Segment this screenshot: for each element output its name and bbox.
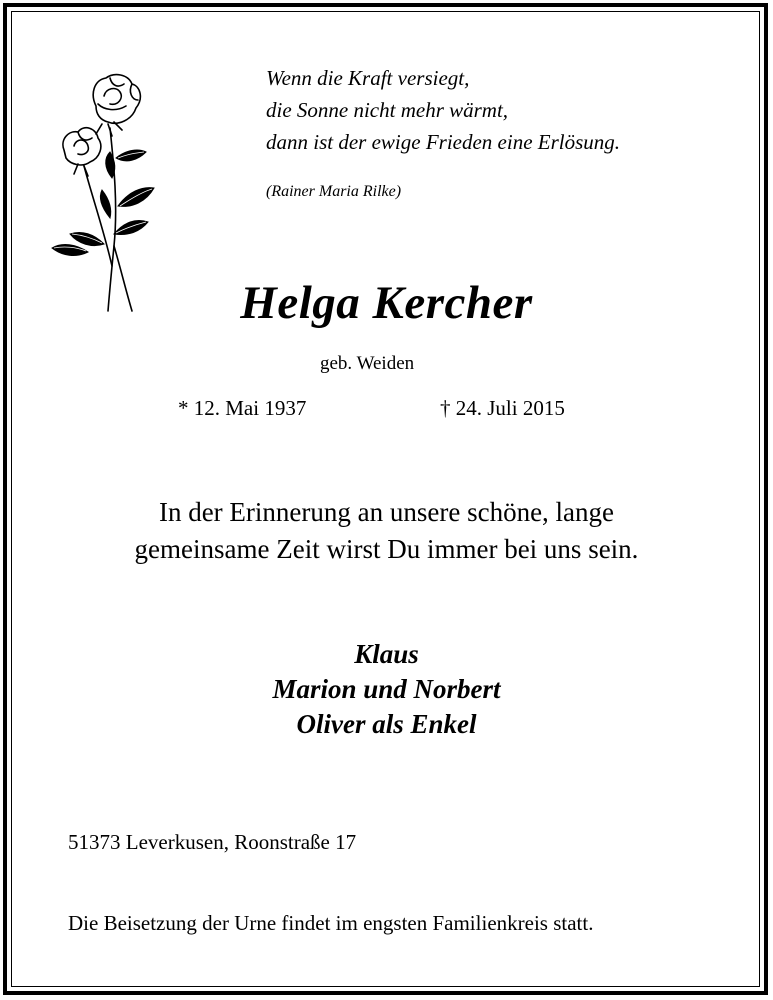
poem-line: dann ist der ewige Frieden eine Erlösung. <box>266 130 621 154</box>
mourners-list <box>0 637 773 742</box>
poem-line: die Sonne nicht mehr wärmt, <box>266 98 509 122</box>
deceased-name-text: Helga Kercher <box>240 277 533 329</box>
birth-date: * 12. Mai 1937 <box>178 396 307 420</box>
address: 51373 Leverkusen, Roonstraße 17 <box>68 830 357 854</box>
memorial-line: In der Erinnerung an unsere schöne, lange <box>158 497 615 527</box>
maiden-name: geb. Weiden <box>320 353 415 374</box>
poem-author: (Rainer Maria Rilke) <box>266 183 402 200</box>
poem-line: Wenn die Kraft versiegt, <box>266 66 470 90</box>
mourner: Oliver als Enkel <box>296 709 477 739</box>
memorial-line: gemeinsame Zeit wirst Du immer bei uns sein. <box>134 534 639 564</box>
mourner: Klaus <box>354 639 419 669</box>
mourner: Marion und Norbert <box>272 674 501 704</box>
burial-note: Die Beisetzung der Urne findet im engsten Familienkreis statt. <box>68 911 594 935</box>
deceased-name <box>0 276 773 330</box>
memorial-text <box>0 494 773 568</box>
death-date: † 24. Juli 2015 <box>440 396 565 420</box>
poem <box>266 62 620 158</box>
